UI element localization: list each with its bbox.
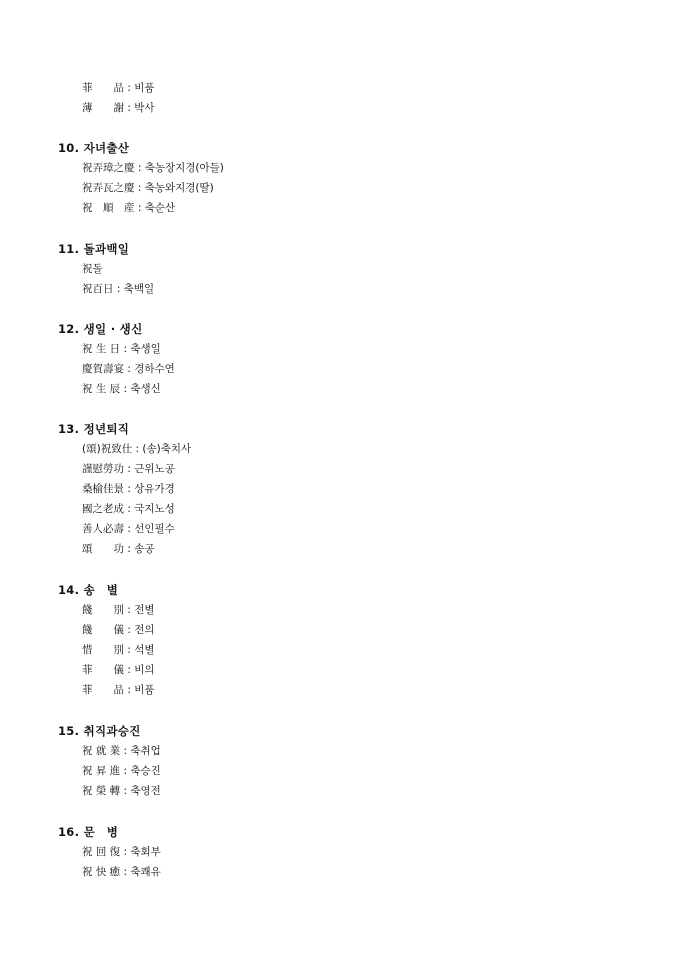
list-item: 祝 生 日 : 축생일 [82,343,161,355]
section-heading: 14. 송 별 [58,583,119,597]
list-item: 祝弄瓦之慶 : 축농와지경(딸) [82,182,214,194]
list-item: 菲 品 : 비품 [82,82,155,94]
list-item: 慶賀壽宴 : 경하수연 [82,363,175,375]
list-item: 桑榆佳景 : 상유가경 [82,483,175,495]
section-heading: 15. 취직과승진 [58,724,141,738]
list-item: 菲 品 : 비품 [82,684,155,696]
section-heading: 13. 정년퇴직 [58,422,130,436]
list-item: 祝 榮 轉 : 축영전 [82,785,161,797]
section-heading: 11. 돌과백일 [58,242,130,256]
list-item: 惜 別 : 석별 [82,644,155,656]
list-item: 餞 別 : 전별 [82,604,155,616]
list-item: 祝 就 業 : 축취업 [82,745,161,757]
section-heading: 12. 생일 · 생신 [58,322,143,336]
list-item: 謹慰勞功 : 근위노공 [82,463,175,475]
list-item: 餞 儀 : 전의 [82,624,155,636]
section-heading: 16. 문 병 [58,825,119,839]
list-item: 祝 昇 進 : 축승진 [82,765,161,777]
section-heading: 10. 자녀출산 [58,141,130,155]
list-item: 祝百日 : 축백일 [82,283,155,295]
list-item: 祝 生 辰 : 축생신 [82,383,161,395]
list-item: 祝 回 復 : 축회부 [82,846,161,858]
list-item: 祝 快 癒 : 축쾌유 [82,866,161,878]
list-item: 薄 謝 : 박사 [82,102,155,114]
list-item: (頌)祝致仕 : (송)축치사 [82,443,192,455]
list-item: 善人必壽 : 선인필수 [82,523,175,535]
list-item: 國之老成 : 국지노성 [82,503,175,515]
list-item: 祝돌 [82,263,103,275]
list-item: 菲 儀 : 비의 [82,664,155,676]
list-item: 頌 功 : 송공 [82,543,155,555]
list-item: 祝弄璋之慶 : 축농장지경(아들) [82,162,224,174]
list-item: 祝 順 産 : 축순산 [82,202,176,214]
